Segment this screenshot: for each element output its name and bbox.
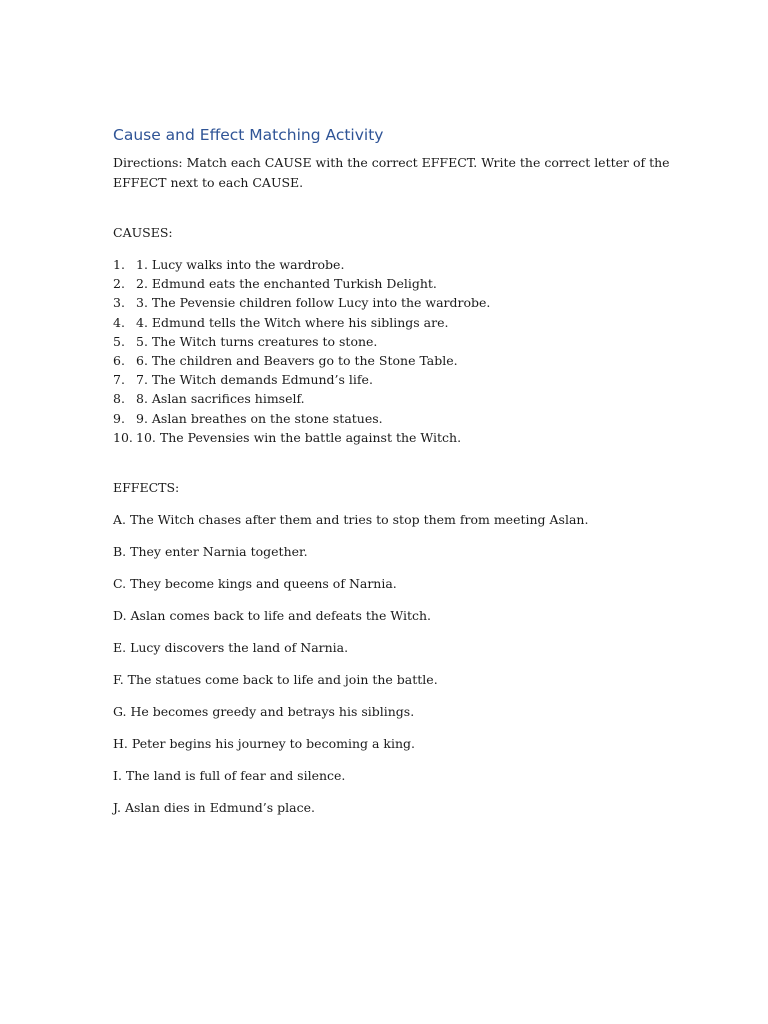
cause-item (113, 313, 673, 332)
cause-number: 5. (113, 333, 125, 349)
cause-item (113, 351, 673, 370)
effect-item: A. The Witch chases after them and tries to stop them from meeting Aslan. (113, 511, 589, 527)
document-page (113, 124, 673, 830)
cause-item (113, 293, 673, 312)
directions-text: Directions: Match each CAUSE with the correct EFFECT. Write the correct letter of the EFFECT next to each CAUSE. (113, 155, 670, 190)
cause-item (113, 274, 673, 293)
effects-heading: EFFECTS: (113, 479, 180, 495)
cause-number: 1. (113, 257, 125, 272)
effect-item: D. Aslan comes back to life and defeats the Witch. (113, 607, 432, 623)
cause-number: 10. (113, 429, 133, 445)
effect-item: H. Peter begins his journey to becoming a king. (113, 735, 415, 751)
causes-heading: CAUSES: (113, 225, 173, 240)
cause-item (113, 389, 673, 408)
causes-list (113, 255, 673, 447)
effect-item: B. They enter Narnia together. (113, 543, 308, 559)
cause-text: 9. Aslan breathes on the stone statues. (136, 410, 383, 426)
cause-number: 2. (113, 276, 125, 292)
cause-number: 9. (113, 410, 125, 426)
cause-number: 6. (113, 352, 125, 368)
cause-text: 7. The Witch demands Edmund’s life. (136, 372, 373, 388)
cause-text: 4. Edmund tells the Witch where his siblings are. (136, 314, 449, 330)
cause-text: 8. Aslan sacrifices himself. (136, 391, 305, 407)
cause-number: 3. (113, 295, 125, 311)
cause-item (113, 409, 673, 428)
effects-list (113, 510, 673, 818)
cause-item (113, 332, 673, 351)
cause-text: 2. Edmund eats the enchanted Turkish Delight. (136, 276, 437, 292)
effect-item: J. Aslan dies in Edmund’s place. (113, 799, 315, 815)
cause-text: 6. The children and Beavers go to the Stone Table. (136, 352, 458, 368)
cause-item (113, 428, 673, 447)
cause-text: 3. The Pevensie children follow Lucy into the wardrobe. (136, 295, 491, 311)
cause-text: 1. Lucy walks into the wardrobe. (136, 257, 345, 272)
effect-item: I. The land is full of fear and silence. (113, 767, 346, 783)
effect-item: G. He becomes greedy and betrays his siblings. (113, 703, 415, 719)
cause-text: 10. The Pevensies win the battle against the Witch. (136, 429, 462, 445)
cause-text: 5. The Witch turns creatures to stone. (136, 333, 378, 349)
cause-number: 7. (113, 372, 125, 388)
effect-item: C. They become kings and queens of Narnia. (113, 575, 397, 591)
cause-number: 8. (113, 391, 125, 407)
cause-number: 4. (113, 314, 125, 330)
page-title: Cause and Effect Matching Activity (113, 126, 384, 144)
effect-item: E. Lucy discovers the land of Narnia. (113, 639, 349, 655)
cause-item (113, 370, 673, 389)
effect-item: F. The statues come back to life and join the battle. (113, 671, 438, 687)
cause-item (113, 255, 673, 274)
